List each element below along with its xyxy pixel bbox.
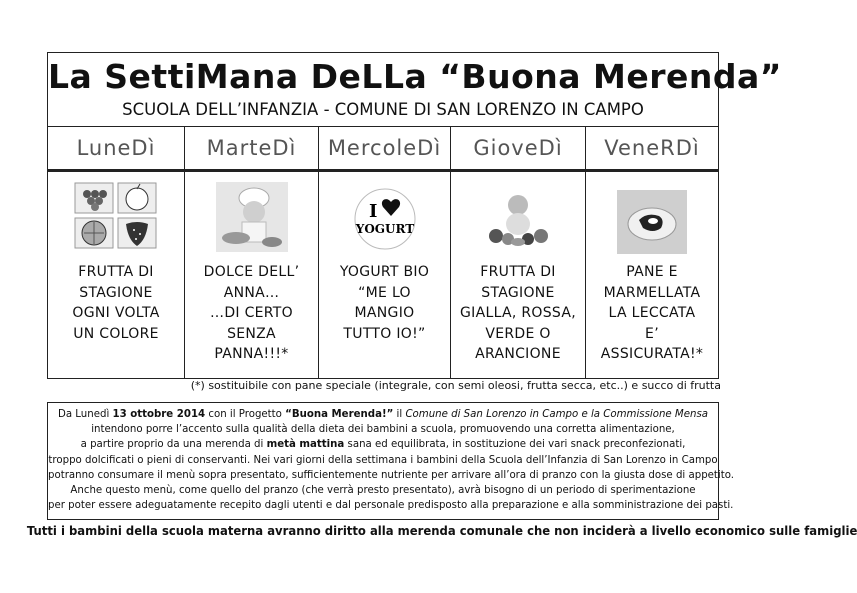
info-line-6: Anche questo menù, come quello del pranzo (che verrà presto presentato), avrà bisogno di un periodo di sperimentazione [70, 485, 696, 497]
info-text: Da Lunedì [57, 409, 113, 420]
food-line: OGNI VOLTA [72, 305, 160, 321]
days-header-row [48, 127, 718, 170]
day-friday: VeneRDì [604, 136, 700, 160]
info-line-2: intendono porre l’accento sulla qualità della dieta dei bambini a scuola, promuovendo una corretta alimentazione, [91, 424, 675, 436]
info-line-7: per poter essere adeguatamente recepito dagli utenti e dal personale predisposto alla preparazione e alla somministrazione dei pasti. [48, 500, 734, 512]
food-line: FRUTTA DI [78, 264, 154, 280]
footnote: (*) sostituibile con pane speciale (integrale, con semi oleosi, frutta secca, etc..) e succo di frutta [190, 379, 721, 392]
info-line-3 [48, 437, 718, 452]
food-line: PANNA!!!* [214, 346, 289, 362]
day-tuesday: MartеDì [185, 127, 319, 169]
food-line: “ME LO [358, 284, 411, 301]
food-line: DOLCE DELL’ [203, 264, 300, 280]
info-text: sana ed equilibrata, in sostituzione dei vari snack preconfezionati, [344, 439, 686, 451]
bread-jam-icon [617, 190, 687, 254]
food-line: MARMELLATA [603, 284, 701, 301]
baby-chef-icon [216, 182, 288, 252]
thursday-cell [451, 170, 586, 378]
wednesday-cell [319, 170, 451, 378]
info-text: il [393, 409, 406, 420]
day-monday: LuneDì [48, 127, 185, 169]
day-thursday: GioveDì [451, 127, 586, 169]
info-project: “Buona Merenda!” [285, 409, 394, 420]
info-line-4: troppo dolcificati o pieni di conservanti. Nei vari giorni della settimana i bambini della Scuola dell’Infanzia di San Lorenzo in Campo [48, 454, 718, 466]
food-line: PANE E [626, 264, 678, 280]
food-line: ANNA… [223, 284, 280, 301]
friday-food [586, 262, 718, 365]
page-title: La SettiMana DeLLa “Buona Merenda” [48, 57, 782, 96]
food-line: YOGURT BIO [339, 264, 430, 280]
food-line: STAGIONE [481, 284, 555, 301]
info-line-5: potranno consumare il menù sopra presentato, sufficientemente nutriente per arrivare all’ora di pranzo con la giusta dose di appetito. [48, 469, 735, 481]
divider [451, 170, 585, 172]
divider [48, 170, 184, 172]
menu-body-row [48, 170, 718, 378]
food-line: UN COLORE [73, 325, 159, 342]
bottom-statement: Tutti i bambini della scuola materna avranno diritto alla merenda comunale che non inciderà a livello economico sulle famiglie [26, 523, 857, 538]
info-emphasis: metà mattina [266, 439, 345, 451]
fruit-grid-icon [74, 182, 158, 250]
page-subtitle: SCUOLA DELL’INFANZIA - COMUNE DI SAN LORENZO IN CAMPO [122, 100, 644, 119]
food-line: ARANCIONE [475, 346, 561, 362]
food-line: FRUTTA DI [480, 264, 556, 280]
divider [185, 170, 318, 172]
tuesday-food [185, 262, 318, 365]
food-line: STAGIONE [79, 284, 153, 301]
day-wednesday: MercoleDì [319, 127, 451, 169]
info-entities: Comune di San Lorenzo in Campo e la Commissione Mensa [405, 409, 708, 420]
friday-cell [586, 170, 718, 378]
info-text: con il Progetto [205, 409, 286, 420]
baby-fruit-icon [486, 192, 550, 246]
info-line-1 [48, 407, 718, 422]
wednesday-food [319, 262, 450, 344]
food-line: SENZA [227, 325, 276, 342]
tuesday-cell [185, 170, 319, 378]
logo-prefix: I [368, 201, 377, 222]
monday-food [48, 262, 184, 344]
food-line: TUTTO IO!” [343, 325, 426, 342]
food-line: …DI CERTO [210, 305, 293, 321]
menu-table [47, 52, 782, 379]
divider [319, 170, 450, 172]
info-box [47, 402, 735, 520]
food-line: MANGIO [354, 305, 415, 321]
logo-text: YOGURT [355, 222, 414, 236]
food-line: VERDE O [485, 325, 551, 342]
title-row [48, 53, 782, 127]
yogurt-logo-icon [351, 188, 419, 250]
food-line: E’ [645, 325, 659, 342]
thursday-food [451, 262, 585, 365]
info-text: a partire proprio da una merenda di [80, 439, 267, 451]
food-line: LA LECCATA [608, 305, 696, 321]
food-line: ASSICURATA!* [600, 346, 704, 362]
monday-cell [48, 170, 185, 378]
food-line: GIALLA, ROSSA, [460, 305, 576, 321]
divider [586, 170, 718, 172]
info-date: 13 ottobre 2014 [112, 409, 206, 420]
